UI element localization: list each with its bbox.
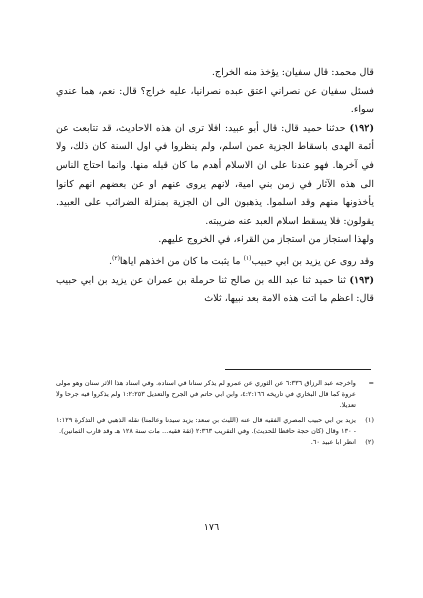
footnote-mark: = [368,379,374,387]
paragraph-6-text: ثنا حميد ثنا عبد الله بن صالح ثنا حرملة بن عمران عن يزيد بن ابي حبيب قال: اعظم ما اتت هذه الامة بعد نبيها، ثلاث [56,274,374,305]
footnote-divider [225,369,371,370]
footnote-text: يزيد بن ابي حبيب المصري الفقيه قال عنه (الليث بن سعد: يزيد سيدنا وعالمنا) نقله الذهبي في التذكرة ١:١٢٩ - ١٣٠ وقال (كان حجة حافظا للحديث). وفي التقريب ٢:٣٦٣ (ثقة فقيه... مات سنة ١٢٨ هـ وقد قارب الثمانين). [56,416,356,435]
footnote-mark: (٢) [365,438,374,446]
paragraph-5 [56,250,374,272]
paragraph-5-text-c: . [108,256,112,268]
paragraph-4: ولهذا استجاز من استجاز من القراء، في الخروج عليهم. [158,234,374,246]
hadith-number-193: (١٩٣) [349,274,374,286]
footnote-ref-2: (٢) [112,254,120,262]
paragraph-5-text-a: وقد روى عن يزيد بن ابي حبيب [251,256,374,268]
footnote-continued [56,378,374,411]
paragraph-3 [56,120,374,232]
footnote-ref-1: (١) [243,254,252,262]
footnote-1 [56,415,374,437]
main-text [56,64,374,309]
paragraph-6 [56,272,374,309]
footnote-text: واخرجه عبد الرزاق ٦:٣٣٦ عن الثوري عن عمرو لم يذكر سنانا في اسناده. وفي اسناد هذا الاثر سنان وهو مولى عروة كما قال البخاري في تاريخه ٤:٢:١٦٦، وابن ابي حاتم في الجرح والتعديل ١:٢:٢٥٣ ولم يذكروا فيه جرحا ولا تعديلا. [56,379,356,409]
footnote-text: انظر ابا عبيد ٦٠. [310,438,356,446]
footnote-2 [56,437,374,448]
page-number: ١٧٦ [203,522,220,533]
footnote-mark: (١) [365,416,374,424]
paragraph-2-text: فسئل سفيان عن نصراني اعتق عبده نصرانيا، عليه خراج؟ قال: نعم، هما عندي سواء. [56,85,374,116]
paragraph-1: قال محمد: قال سفيان: يؤخذ منه الخراج. [211,67,374,78]
paragraph-2 [56,83,374,120]
paragraph-3-text: حدثنا حميد قال: قال أبو عبيد: افلا ترى ان هذه الاحاديث، قد تتابعت عن أئمة الهدى باسقاط الجزية عمن اسلم، ولم ينظروا في اول السنة كان ذلك، ولا في آخرها. فهو عندنا على ان الاسلام أهدم ما كان قبله منها. وانما احتاج الناس الى هذه الآثار في زمن بني امية، لانهم يروى عنهم او عن بعضهم انهم كانوا يأخذونها منهم وقد اسلموا. يذهبون الى ان الجزية بمنزلة الضرائب على العبيد. يقولون: فلا يسقط اسلام العبد عنه ضريبته. [56,122,374,227]
hadith-number-192: (١٩٢) [349,122,375,134]
footnotes [56,378,374,448]
paragraph-5-text-b: ما يثبت ما كان من اخذهم اياها [119,256,241,268]
